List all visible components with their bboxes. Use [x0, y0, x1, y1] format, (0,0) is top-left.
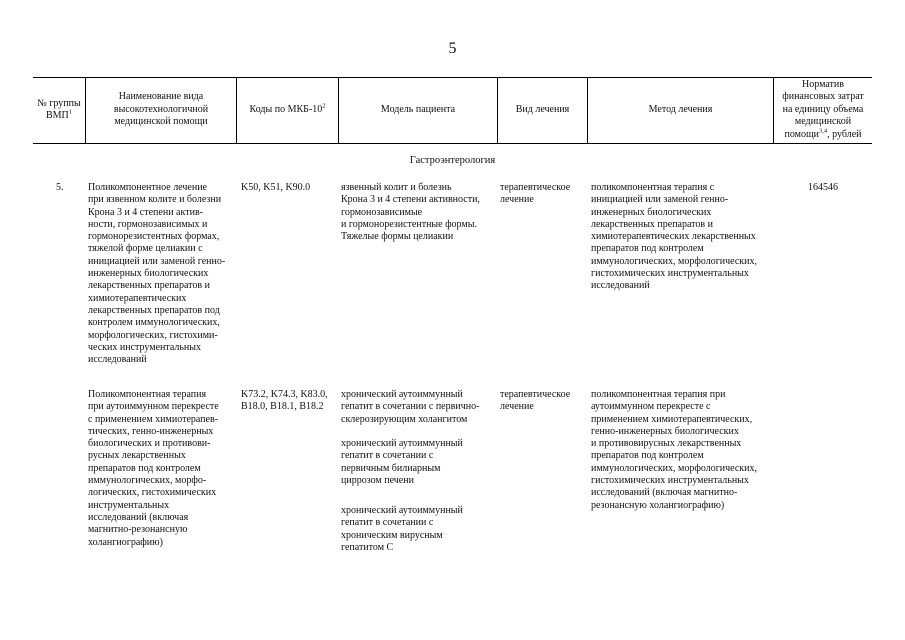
row1-care-type: Поликомпонентное лечение при язвенном колите и болезни Крона 3 и 4 степени актив- ности, гормонозависимых и гормонорезистентных формах, тяжелой форме целиакии с инициацией или заменой генно- инженерных биологических лекарственных препаратов и химиотерапевтических лекарственных препаратов под контролем иммунологических, морфологических, гистохими- ческих инструментальных исследований — [88, 182, 226, 366]
row1-treatment-type: терапевтическое лечение — [500, 182, 571, 206]
row2-treatment-method: поликомпонентная терапия при аутоиммунном перекресте с применением химиотерапевтических, генно-инженерных биологических и противовирусных лекарственных препаратов под контролем иммунологических, морфологических, гистохимических инструментальных исследований (включая магнитно- резонансную холангиографию) — [591, 389, 758, 511]
row2-patient-model-1: хронический аутоиммунный гепатит в сочетании с первично- склерозирующим холангитом — [341, 389, 480, 425]
row1-cost-norm: 164546 — [808, 182, 838, 193]
header-group-no: № группы ВМП$^1$ — [37, 97, 81, 121]
row1-patient-model: язвенный колит и болезнь Крона 3 и 4 степени активности, гормонозависимые и гормонорезистентные формы. Тяжелые формы целиакии — [341, 182, 480, 243]
header-patient-model: Модель пациента — [380, 103, 456, 115]
row2-patient-model-3: хронический аутоиммунный гепатит в сочетании с хроническим вирусным гепатитом C — [341, 505, 463, 553]
row2-care-type: Поликомпонентная терапия при аутоиммунном перекресте с применением химиотерапев- тических, генно-инженерных биологических и противови- русных лекарственных препаратов под контролем иммунологических, морфо- логических, гистохимических инструментальных исследований (включая магнитно-резонансную холангиографию) — [88, 389, 219, 548]
row1-group-no: 5. — [56, 182, 64, 193]
header-icd-codes: Коды по МКБ-$10^2$ — [249, 102, 326, 115]
header-cost-norm: Норматив финансовых затрат на единицу объема медицинской помощи$^{3,4}$, рублей — [782, 78, 864, 140]
header-treatment-method: Метод лечения — [648, 103, 713, 115]
row2-icd-codes: K73.2, K74.3, K83.0, B18.0, B18.1, B18.2 — [241, 389, 328, 413]
row1-icd-codes: K50, K51, K90.0 — [241, 182, 311, 193]
header-care-type: Наименование вида высокотехнологичной медицинской помощи — [113, 91, 209, 128]
row2-patient-model-2: хронический аутоиммунный гепатит в сочетании с первичным билиарным циррозом печени — [341, 438, 463, 486]
row1-treatment-method: поликомпонентная терапия с инициацией или заменой генно- инженерных биологических лекарственных препаратов и химиотерапевтических лекарственных препаратов под контролем иммунологических, морфологических, гистохимических инструментальных исследований — [591, 182, 758, 292]
page-number: 5 — [448, 40, 457, 57]
header-bottom-border — [33, 143, 872, 144]
section-title: Гастроэнтерология — [409, 155, 496, 166]
header-treatment-type: Вид лечения — [515, 103, 570, 115]
row2-treatment-type: терапевтическое лечение — [500, 389, 571, 413]
